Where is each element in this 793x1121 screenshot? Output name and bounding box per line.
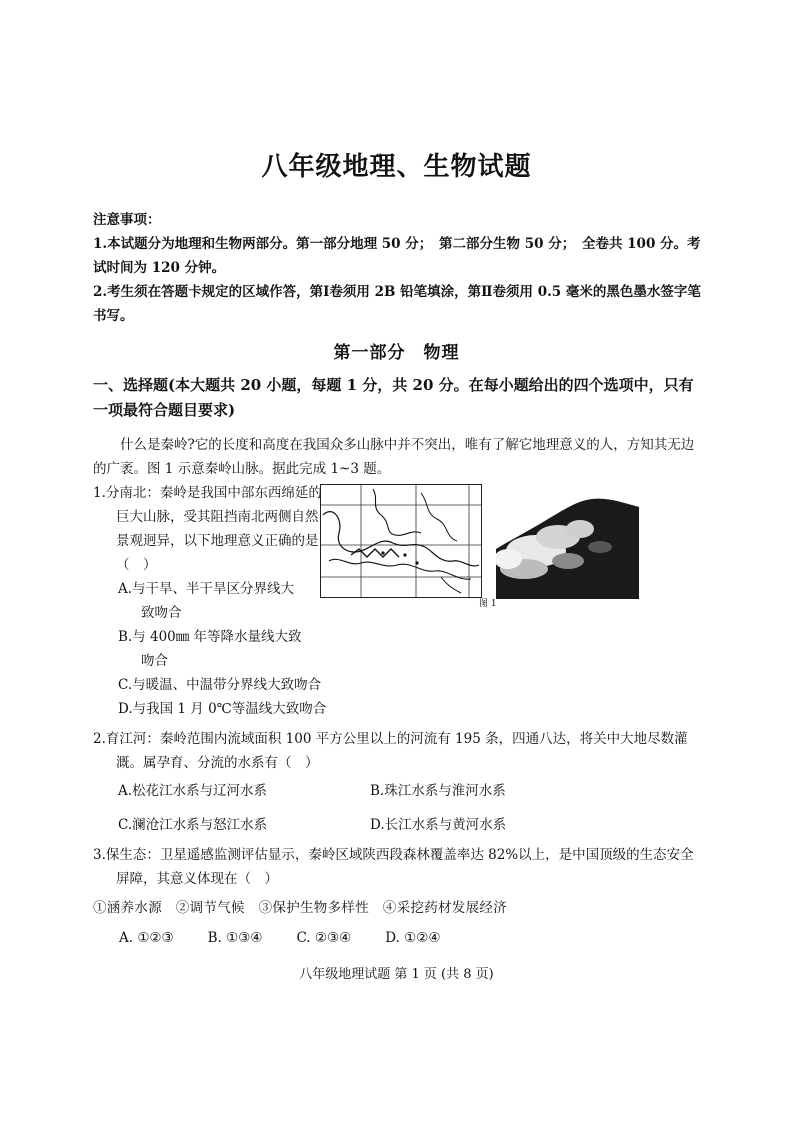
question-3-choices — [93, 926, 705, 950]
notes-heading: 注意事项： — [93, 212, 161, 228]
question-1-option-b-cont: 吻合 — [141, 653, 168, 669]
question-2-option-c: C.澜沧江水系与怒江水系 — [118, 817, 268, 833]
question-1-stem: 1.分南北：秦岭是我国中部东西绵延的巨大山脉，受其阻挡南北两侧自然景观迥异，以下地理意义正确的是（ ） — [93, 485, 322, 573]
page-footer: 八年级地理试题 第 1 页 (共 8 页) — [299, 967, 494, 982]
notes-item-2: 2.考生须在答题卡规定的区域作答，第Ⅰ卷须用 2B 铅笔填涂，第Ⅱ卷须用 0.5 毫米的黑色墨水签字笔书写。 — [93, 284, 701, 324]
question-1 — [93, 481, 327, 721]
question-2-option-b: B.珠江水系与淮河水系 — [370, 783, 506, 799]
question-1-option-c: C.与暖温、中温带分界线大致吻合 — [118, 677, 322, 693]
intro-text: 什么是秦岭?它的长度和高度在我国众多山脉中并不突出，唯有了解它地理意义的人，方知其无边的广袤。图 1 示意秦岭山脉。据此完成 1~3 题。 — [93, 437, 695, 477]
question-1-option-a: A.与干旱、半干旱区分界线大 — [118, 581, 295, 597]
part-title: 第一部分 物理 — [333, 343, 460, 363]
question-3-option-d: D. ①②④ — [385, 930, 441, 946]
question-1-option-d: D.与我国 1 月 0℃等温线大致吻合 — [118, 701, 327, 717]
question-3-stem: 3.保生态：卫星遥感监测评估显示，秦岭区域陕西段森林覆盖率达 82%以上，是中国顶级的生态安全屏障，其意义体现在（ ） — [93, 847, 694, 887]
question-2-options-row-2 — [93, 813, 705, 837]
question-2-stem: 2.育江河：秦岭范围内流域面积 100 平方公里以上的河流有 195 条，四通八达，将关中大地尽数灌溉。属孕育、分流的水系有（ ） — [93, 731, 688, 771]
question-3-option-a: A. ①②③ — [119, 930, 174, 946]
question-2 — [93, 727, 705, 837]
question-1-option-a-cont: 致吻合 — [141, 605, 182, 621]
exam-title: 八年级地理、生物试题 — [261, 152, 532, 182]
question-3-option-c: C. ②③④ — [296, 930, 352, 946]
figure-1 — [318, 481, 648, 611]
question-3-option-b: B. ①③④ — [207, 930, 263, 946]
question-3-statements: ①涵养水源 ②调节气候 ③保护生物多样性 ④采挖药材发展经济 — [93, 900, 507, 916]
intro-paragraph — [93, 433, 705, 481]
section-heading: 一、选择题(本大题共 20 小题，每题 1 分，共 20 分。在每小题给出的四个选项中，只有一项最符合题目要求) — [93, 376, 694, 419]
question-1-option-b: B.与 400㎜ 年等降水量线大致 — [118, 629, 302, 645]
mountain-photo-drawing — [496, 489, 639, 599]
question-2-option-a: A.松花江水系与辽河水系 — [118, 783, 268, 799]
question-2-options-row-1 — [93, 779, 705, 803]
question-3 — [93, 843, 705, 950]
qinling-map — [320, 484, 482, 598]
question-2-option-d: D.长江水系与黄河水系 — [370, 817, 507, 833]
figure-1-label: 图 1 — [479, 599, 497, 609]
notes-block — [93, 208, 705, 328]
mountain-photo — [496, 489, 639, 599]
map-drawing — [321, 485, 481, 597]
notes-item-1: 1.本试题分为地理和生物两部分。第一部分地理 50 分； 第二部分生物 50 分； 全卷共 100 分。考试时间为 120 分钟。 — [93, 236, 701, 276]
